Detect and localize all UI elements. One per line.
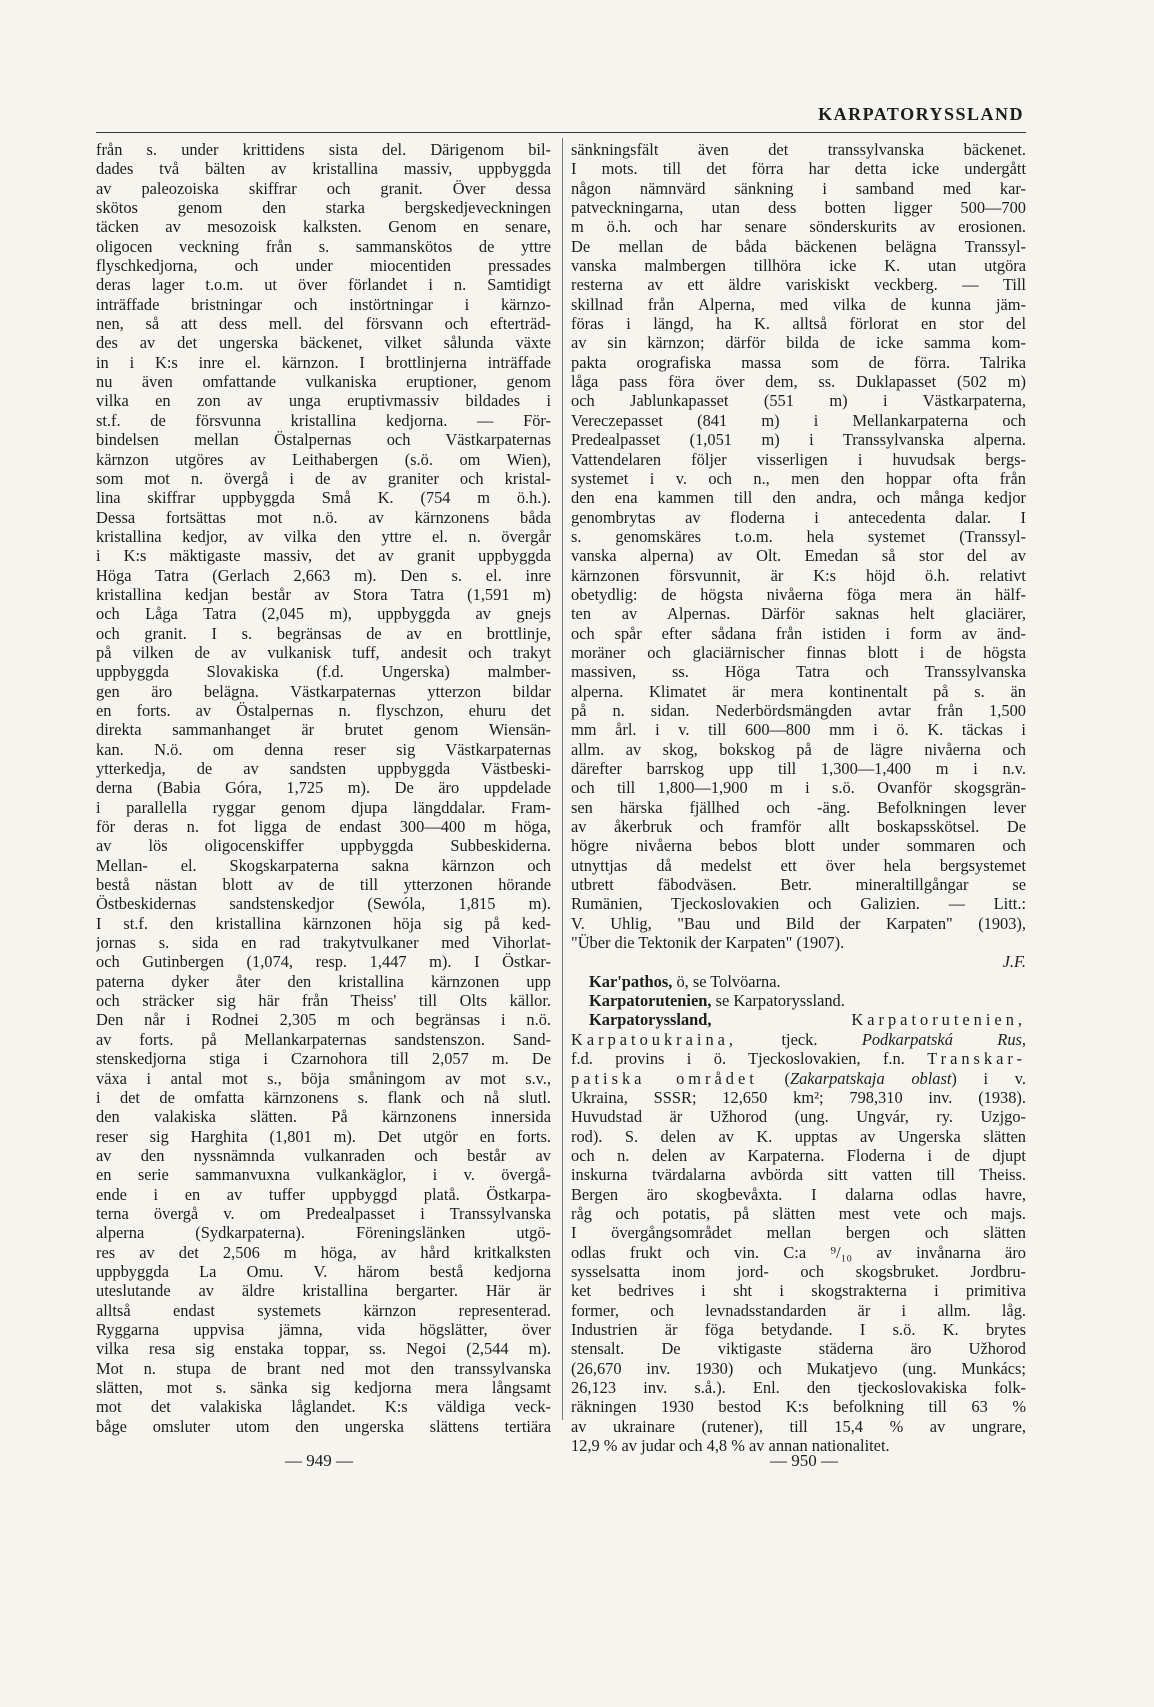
text-line: odlas frukt och vin. C:a ⁹/₁₀ av invånarna äro bbox=[571, 1242, 1026, 1262]
header-rule bbox=[96, 132, 1026, 133]
text-line: och granit. I s. begränsas de av en brottlinje, bbox=[96, 623, 551, 643]
text-line: uppbyggda La Omu. V. härom bestå kedjorna bbox=[96, 1261, 551, 1281]
entry-karpatoryssland-line-2 bbox=[571, 1030, 1026, 1049]
text-line: obetydlig: de högsta nivåerna föga mera än hälf- bbox=[571, 584, 1026, 604]
text-line: och till 1,800—1,900 m i s.ö. Ovanför skogsgrän- bbox=[571, 778, 1026, 798]
text-line: låga pass föra över dem, ss. Duklapasset (502 m) bbox=[571, 372, 1026, 392]
text-line: av forts. på Mellankarpaternas sandstenszon. Sand- bbox=[96, 1029, 551, 1049]
text-line: genombrytas av floderna i antecedenta dalar. I bbox=[571, 507, 1026, 527]
text-line: en serie sammanvuxna vulkankäglor, i v. övergå- bbox=[96, 1165, 551, 1185]
text-line: Höga Tatra (Gerlach 2,663 m). Den s. el. inre bbox=[96, 565, 551, 585]
text-line: reser sig Harghita (1,801 m). Det utgör en forts. bbox=[96, 1126, 551, 1146]
text-line: I st.f. den kristallina kärnzonen höja sig på ked- bbox=[96, 913, 551, 933]
entry-text: se Karpatoryssland. bbox=[711, 991, 845, 1011]
text-line: sen härska fjällhed och -äng. Befolkningen lever bbox=[571, 797, 1026, 817]
text-line: alltså endast systemets kärnzon representerad. bbox=[96, 1300, 551, 1320]
entry-text: Karpatoukraina, bbox=[571, 1029, 738, 1049]
text-line: och spår efter sådana från istiden i form av änd- bbox=[571, 623, 1026, 643]
entry-karpatorutenien bbox=[571, 991, 1026, 1010]
text-line: nu även omfattande vulkaniska eruptioner, genom bbox=[96, 372, 551, 392]
text-line: kan. N.ö. om denna reser sig Västkarpaternas bbox=[96, 739, 551, 759]
text-line: lina skiffrar uppbyggda Små K. (754 m ö.h.). bbox=[96, 488, 551, 508]
text-line: stenskedjorna stiga i Czarnohora till 2,057 m. De bbox=[96, 1049, 551, 1069]
text-line: i det de omfatta kärnzonens s. flank och nå slutl. bbox=[96, 1087, 551, 1107]
text-line: den ena kammen till den andra, och många kedjor bbox=[571, 488, 1026, 508]
text-line: täcken av mesozoisk kalksten. Genom en senare, bbox=[96, 217, 551, 237]
text-line: dades två bälten av kristallina massiv, uppbyggda bbox=[96, 159, 551, 179]
text-line: "Über die Tektonik der Karpaten" (1907). bbox=[571, 933, 845, 953]
right-column-text-a bbox=[571, 140, 1026, 952]
text-line: slätten, mot s. sänka sig kedjorna mera långsamt bbox=[96, 1378, 551, 1397]
text-line: oligocen veckning från s. sammanskötos de yttre bbox=[96, 236, 551, 256]
text-line: mot det valakiska låglandet. K:s väldiga veck- bbox=[96, 1397, 551, 1417]
text-line: i parallella ryggar genom djupa längddalar. Fram- bbox=[96, 797, 551, 817]
entry-text: Karpatorutenien, bbox=[851, 1010, 1026, 1030]
entry-headword: Karpatorutenien, bbox=[589, 991, 712, 1011]
text-line: st.f. de försvunna kristallina kedjorna. — För- bbox=[96, 410, 551, 430]
page-number-right: — 950 — bbox=[770, 1451, 838, 1470]
text-line: bindelsen mellan Östalpernas och Västkarpaternas bbox=[96, 430, 551, 450]
entry-text: f.d. provins i ö. Tjeckoslovakien, f.n. bbox=[571, 1049, 928, 1069]
column-divider bbox=[562, 138, 563, 1420]
text-line: s. genomskäres t.o.m. hela systemet (Transsyl- bbox=[571, 526, 1026, 546]
text-line: av sin kärnzon; därför bilda de icke samma kom- bbox=[571, 333, 1026, 353]
text-line: bestå nästan blott av de till ytterzonen hörande bbox=[96, 875, 551, 895]
text-line: kärnzonen försvunnit, är K:s höjd ö.h. relativt bbox=[571, 565, 1026, 585]
text-line: rod). S. delen av K. upptas av Ungerska slätten bbox=[571, 1126, 1026, 1146]
text-line: Mot n. stupa de brant ned mot den transsylvanska bbox=[96, 1358, 551, 1378]
text-line: ende i en av tuffer uppbyggd platå. Östkarpa- bbox=[96, 1184, 551, 1204]
text-line: nen, så att dess mell. del försvann och efterträd- bbox=[96, 314, 551, 334]
right-column-text-b bbox=[571, 1088, 1026, 1436]
entry-karpatoryssland-line-1 bbox=[571, 1010, 1026, 1029]
text-line: från s. under krittidens sista del. Därigenom bil- bbox=[96, 140, 551, 159]
text-line: räkningen 1930 bestod K:s befolkning till 63 % bbox=[571, 1397, 1026, 1417]
text-line: därefter barrskog upp till 1,300—1,400 m i n.v. bbox=[571, 759, 1026, 778]
text-line: Mellan- el. Skogskarpaterna sakna kärnzon och bbox=[96, 855, 551, 875]
text-line: uppbyggda Slovakiska (f.d. Ungerska) malmber- bbox=[96, 662, 551, 682]
entry-text: Transkar- bbox=[927, 1049, 1026, 1069]
text-line: råg och potatis, på slätten mest vete och majs. bbox=[571, 1203, 1026, 1223]
text-line: moräner och glaciärnischer finnas blott i de högsta bbox=[571, 642, 1026, 662]
text-line: alperna. Klimatet är mera kontinentalt på s. än bbox=[571, 681, 1026, 701]
text-line: Östbeskidernas sandstenskedjor (Sewóla, 1,815 m). bbox=[96, 894, 551, 914]
text-line: Vereczepasset (841 m) i Mellankarpaterna och bbox=[571, 410, 1026, 430]
text-line: V. Uhlig, "Bau und Bild der Karpaten" (1903), bbox=[571, 913, 1026, 933]
text-line: I mots. till det förra har detta icke undergått bbox=[571, 159, 1026, 179]
entry-karpatoryssland-line-4 bbox=[571, 1069, 1026, 1088]
author-signature: J.F. bbox=[1002, 952, 1026, 972]
text-line: m ö.h. och har senare sönderskurits av erosionen. bbox=[571, 217, 1026, 237]
text-line: kristallina kedjan består av Stora Tatra (1,591 m) bbox=[96, 584, 551, 604]
text-line: utbrett fäbodväsen. Betr. mineraltillgångar se bbox=[571, 875, 1026, 895]
text-line: högre nivåerna bebos blott under sommaren och bbox=[571, 836, 1026, 856]
text-line: skötos genom den starka bergskedjeveckningen bbox=[96, 198, 551, 218]
text-line: Dessa fortsättas mot n.ö. av kärnzonens båda bbox=[96, 507, 551, 527]
text-line: patveckningarna, utan dess botten ligger 500—700 bbox=[571, 198, 1026, 218]
text-line: och n. delen av Karpaterna. Floderna i de djupt bbox=[571, 1145, 1026, 1165]
text-line: ket bedrives i sht i skogstrakterna i primitiva bbox=[571, 1281, 1026, 1301]
right-column bbox=[571, 140, 1026, 1455]
text-line: vanska malmbergen tillhöra icke K. utan utgöra bbox=[571, 256, 1026, 276]
text-line: båge omsluter utom den ungerska slättens tertiära bbox=[96, 1416, 551, 1436]
text-line: kristallina kedjor, av vilka den yttre el. n. övergår bbox=[96, 526, 551, 546]
text-line: den valakiska slätten. På kärnzonens innersida bbox=[96, 1107, 551, 1127]
text-line: och Jablunkapasset (551 m) i Västkarpaterna, bbox=[571, 391, 1026, 411]
text-line: former, och levnadsstandarden är i allm. låg. bbox=[571, 1300, 1026, 1320]
text-line: inträffade bristningar och instörtningar i kärnzo- bbox=[96, 294, 551, 314]
text-line: i K:s mäktigaste massiv, det av granit uppbyggda bbox=[96, 546, 551, 566]
text-line: mm årl. i v. till 600—800 mm i ö. K. täckas i bbox=[571, 720, 1026, 740]
text-line: uteslutande av äldre kristallina bergarter. Här är bbox=[96, 1281, 551, 1301]
text-line: jornas s. sida en rad trakytvulkaner med Vihorlat- bbox=[96, 933, 551, 953]
text-line: på n. sidan. Nederbördsmängden avtar från 1,500 bbox=[571, 700, 1026, 720]
text-line: gen äro belägna. Västkarpaternas ytterzon bildar bbox=[96, 681, 551, 701]
text-line: och sträcker sig här från Theiss' till Olts källor. bbox=[96, 991, 551, 1011]
text-line: utnyttjas då medelst ett över hela bergsystemet bbox=[571, 855, 1026, 875]
text-line: terna övergå v. om Predealpasset i Transsylvanska bbox=[96, 1203, 551, 1223]
text-line: av åkerbruk och framför allt boskapsskötsel. De bbox=[571, 817, 1026, 837]
text-line: derna (Babia Góra, 1,725 m). De äro uppdelade bbox=[96, 778, 551, 798]
text-line: för deras n. fot ligga de endast 300—400 m höga, bbox=[96, 817, 551, 837]
text-line: ten av Alpernas. Därför saknas helt glaciärer, bbox=[571, 604, 1026, 624]
text-line: sänkningsfält även det transsylvanska bäckenet. bbox=[571, 140, 1026, 159]
text-line: in i K:s inre el. kärnzon. I brottlinjerna inträffade bbox=[96, 352, 551, 372]
text-line: Ryggarna uppvisa jämna, vida högslätter, över bbox=[96, 1319, 551, 1339]
left-column bbox=[96, 140, 551, 1436]
text-line: pakta orografiska massa som de förra. Talrika bbox=[571, 352, 1026, 372]
entry-headword: Kar'pathos, bbox=[589, 971, 673, 991]
text-line: och Låga Tatra (2,045 m), uppbyggda av gnejs bbox=[96, 604, 551, 624]
text-line: systemet i v. och n., men den hoppar ofta från bbox=[571, 468, 1026, 488]
text-line: Huvudstad är Užhorod (ung. Ungvár, ry. Uzjgo- bbox=[571, 1107, 1026, 1127]
entry-text: ( bbox=[757, 1068, 790, 1088]
entry-text: ö, se Tolvöarna. bbox=[672, 971, 781, 991]
entry-karpathos bbox=[571, 972, 1026, 991]
entry-text: ) i v. bbox=[951, 1068, 1026, 1088]
text-line: ytterkedja, de av sandsten uppbyggda Västbeski- bbox=[96, 759, 551, 778]
page-number-left: — 949 — bbox=[285, 1451, 353, 1470]
text-line: växa i antal mot s., böja småningom av mot s.v., bbox=[96, 1068, 551, 1088]
text-line: I övergångsområdet mellan bergen och slätten bbox=[571, 1223, 1026, 1243]
text-line: skillnad från Alperna, med vilka de kunna jäm- bbox=[571, 294, 1026, 314]
text-line: föras i längd, ha K. alltså förlorat en stor del bbox=[571, 314, 1026, 334]
text-line: en forts. av Östalpernas n. flyschzon, ehuru det bbox=[96, 700, 551, 720]
text-line: Den når i Rodnei 2,305 m och begränsas i n.ö. bbox=[96, 1010, 551, 1030]
entry-headword: Karpatoryssland, bbox=[589, 1010, 712, 1030]
text-line: 12,9 % av judar och 4,8 % av annan nationalitet. bbox=[571, 1436, 890, 1456]
text-line: vanska alperna) av Olt. Emedan så stor del av bbox=[571, 546, 1026, 566]
entry-text: Podkarpatská Rus, bbox=[861, 1029, 1026, 1049]
text-line: Vattendelaren följer visserligen i huvudsak bergs- bbox=[571, 449, 1026, 469]
text-line: paterna dyker åter den kristallina kärnzonen upp bbox=[96, 971, 551, 991]
text-line: alperna (Sydkarpaterna). Föreningslänken utgö- bbox=[96, 1223, 551, 1243]
text-line: massiven, ss. Höga Tatra och Transsylvanska bbox=[571, 662, 1026, 682]
running-title: KARPATORYSSLAND bbox=[818, 104, 1024, 124]
text-line: (26,670 inv. 1930) och Mukatjevo (ung. Munkács; bbox=[571, 1358, 1026, 1378]
text-line: inskurna tvärdalarna avbörda sitt vatten till Theiss. bbox=[571, 1165, 1026, 1185]
text-line: De mellan de båda bäckenen belägna Transsyl- bbox=[571, 236, 1026, 256]
entry-text: Zakarpatskaja oblast bbox=[789, 1068, 952, 1088]
text-line: sysselsatta inom jord- och skogsbruket. Jordbru- bbox=[571, 1261, 1026, 1281]
text-line: res av det 2,506 m höga, av hård kritkalksten bbox=[96, 1242, 551, 1262]
text-line: Predealpasset (1,051 m) i Transsylvanska alperna. bbox=[571, 430, 1026, 450]
signature-line bbox=[571, 952, 1026, 971]
entry-karpatoryssland-line-3 bbox=[571, 1049, 1026, 1068]
text-line: av lös oligocenskiffer uppbyggda Subbeskiderna. bbox=[96, 836, 551, 856]
text-line: 26,123 inv. s.å.). Enl. den tjeckoslovakiska folk- bbox=[571, 1378, 1026, 1397]
text-line: någon nämnvärd sänkning i samband med kar- bbox=[571, 178, 1026, 198]
text-line: Industrien är föga betydande. I s.ö. K. brytes bbox=[571, 1319, 1026, 1339]
text-line: Ukraina, SSSR; 12,650 km²; 798,310 inv. (1938). bbox=[571, 1087, 1026, 1107]
text-line: direkta sammanhanget är brutet genom Wiensän- bbox=[96, 720, 551, 740]
text-line: stensalt. De viktigaste städerna äro Užhorod bbox=[571, 1339, 1026, 1359]
text-line: resterna av ett äldre variskiskt veckberg. — Till bbox=[571, 275, 1026, 295]
text-line: av den nyssnämnda vulkanraden och består av bbox=[96, 1145, 551, 1165]
entry-text: patiska området bbox=[571, 1068, 758, 1088]
text-line: Rumänien, Tjeckoslovakien och Galizien. — Litt.: bbox=[571, 894, 1026, 914]
text-line: vilka en zon av unga eruptivmassiv bildades i bbox=[96, 391, 551, 411]
text-line: allm. av skog, bokskog på de lägre nivåerna och bbox=[571, 739, 1026, 759]
entry-text: tjeck. bbox=[737, 1029, 862, 1049]
text-line: och Gutinbergen (1,074, resp. 1,447 m). I Östkar- bbox=[96, 952, 551, 972]
text-line: på vilken de av vulkanisk tuff, andesit och trakyt bbox=[96, 642, 551, 662]
text-line: av ukrainare (rutener), till 15,4 % av ungrare, bbox=[571, 1416, 1026, 1436]
text-line: des av det ungerska bäckenet, vilket sålunda växte bbox=[96, 333, 551, 353]
text-line: som mot n. övergå i de av graniter och kristal- bbox=[96, 468, 551, 488]
text-line: kärnzon utgöres av Leithabergen (s.ö. om Wien), bbox=[96, 449, 551, 469]
text-line: vilka resa sig enstaka toppar, ss. Negoi (2,544 m). bbox=[96, 1339, 551, 1359]
text-line: Bergen äro skogbevåxta. I dalarna odlas havre, bbox=[571, 1184, 1026, 1204]
text-line: deras lager t.o.m. ut över förlandet i n. Samtidigt bbox=[96, 275, 551, 295]
text-line: flyschkedjorna, och under miocentiden pressades bbox=[96, 256, 551, 276]
text-line: av paleozoiska skiffrar och granit. Över dessa bbox=[96, 178, 551, 198]
